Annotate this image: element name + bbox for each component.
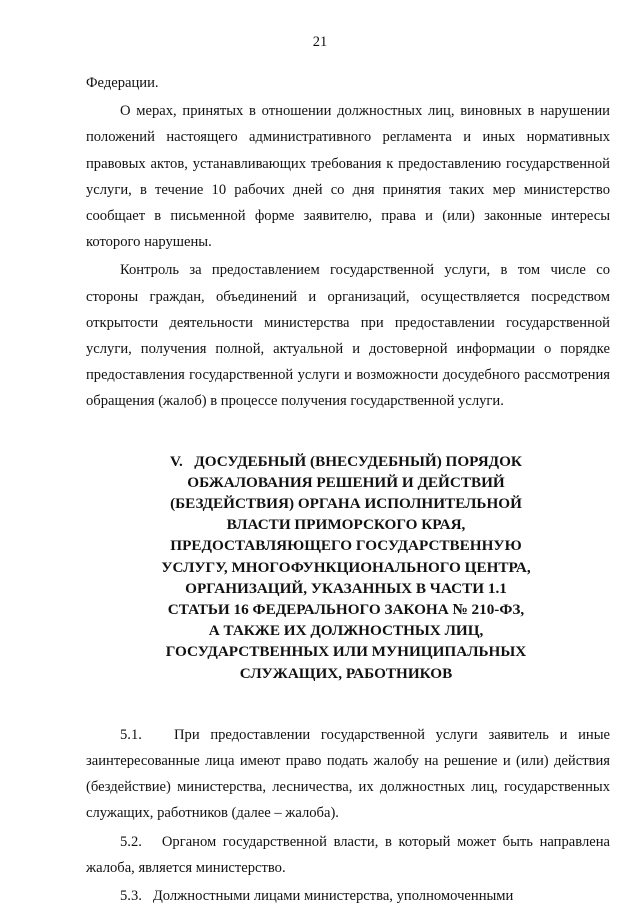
- clause-5-1: 5.1. При предоставлении государственной услуги заявитель и иные заинтересованные лица имеют право подать жалобу на решение и (или) действия (бездействие) министерства, лесничества, их должностных лиц, государственных служащих, работников (далее – жалоба).: [86, 726, 614, 822]
- heading-line: СЛУЖАЩИХ, РАБОТНИКОВ: [239, 664, 453, 682]
- heading-line: ВЛАСТИ ПРИМОРСКОГО КРАЯ,: [226, 516, 466, 534]
- heading-line: ОБЖАЛОВАНИЯ РЕШЕНИЙ И ДЕЙСТВИЙ: [187, 473, 505, 491]
- paragraph-continuation: Федерации.: [86, 75, 159, 91]
- heading-line: ГОСУДАРСТВЕННЫХ ИЛИ МУНИЦИПАЛЬНЫХ: [165, 643, 527, 661]
- heading-line: ОРГАНИЗАЦИЙ, УКАЗАННЫХ В ЧАСТИ 1.1: [185, 579, 507, 597]
- clause-5-2: 5.2. Органом государственной власти, в который может быть направлена жалоба, является министерство.: [86, 833, 614, 876]
- section-heading: [86, 451, 610, 684]
- heading-line: УСЛУГУ, МНОГОФУНКЦИОНАЛЬНОГО ЦЕНТРА,: [161, 558, 531, 576]
- heading-line: СТАТЬИ 16 ФЕДЕРАЛЬНОГО ЗАКОНА № 210-ФЗ,: [167, 601, 525, 619]
- heading-line: А ТАКЖЕ ИХ ДОЛЖНОСТНЫХ ЛИЦ,: [208, 622, 484, 640]
- paragraph-measures: О мерах, принятых в отношении должностных лиц, виновных в нарушении положений настоящего административного регламента и иных нормативных правовых актов, устанавливающих требования к предоставлению государственной услуги, в течение 10 рабочих дней со дня принятия таких мер министерство сообщает в письменной форме заявителю, права и (или) законные интересы которого нарушены.: [86, 103, 610, 251]
- clause-5-3: 5.3. Должностными лицами министерства, уполномоченными: [120, 888, 514, 905]
- page-number: 21: [312, 34, 328, 50]
- paragraph-control: Контроль за предоставлением государственной услуги, в том числе со стороны граждан, объединений и организаций, осуществляется посредством открытости деятельности министерства при предоставлении государственной услуги, получения полной, актуальной и достоверной информации о порядке предоставления государственной услуги и возможности досудебного рассмотрения обращения (жалоб) в процессе получения государственной услуги.: [86, 262, 610, 410]
- heading-line: (БЕЗДЕЙСТВИЯ) ОРГАНА ИСПОЛНИТЕЛЬНОЙ: [170, 495, 522, 513]
- heading-line: V. ДОСУДЕБНЫЙ (ВНЕСУДЕБНЫЙ) ПОРЯДОК: [170, 452, 522, 470]
- page-content: [86, 70, 614, 909]
- heading-line: ПРЕДОСТАВЛЯЮЩЕГО ГОСУДАРСТВЕННУЮ: [170, 537, 522, 555]
